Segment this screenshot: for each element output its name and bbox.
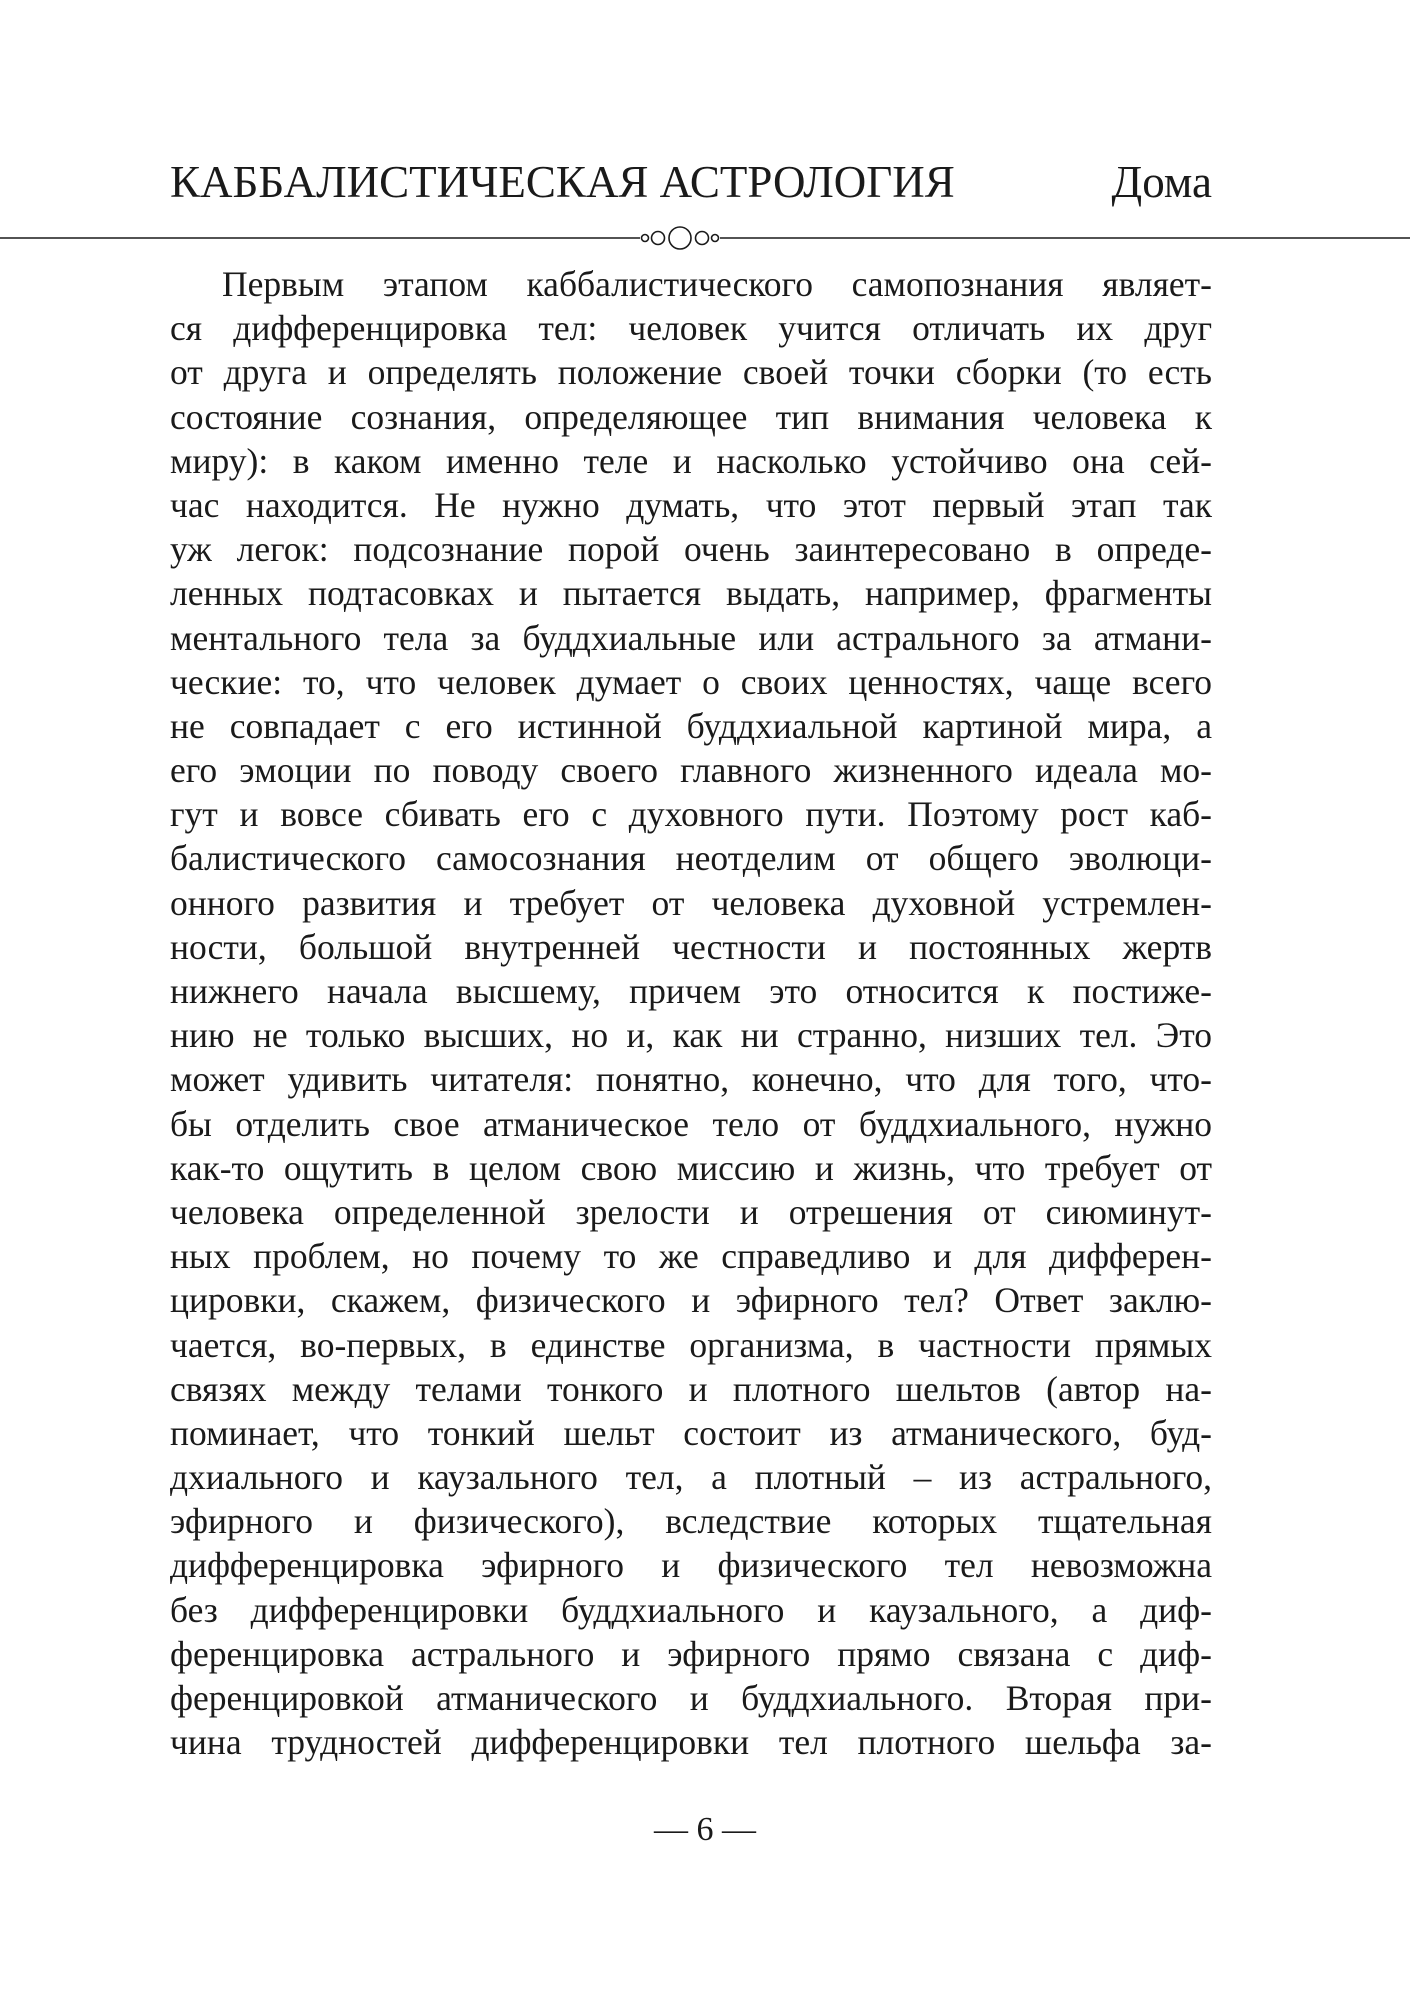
ornament-dot — [642, 235, 649, 242]
text-line: поминает, что тонкий шельт состоит из атманического, буд- — [170, 1412, 1212, 1453]
text-line: ческие: то, что человек думает о своих ценностях, чаще всего — [170, 661, 1212, 702]
text-line: состояние сознания, определяющее тип внимания человека к — [170, 396, 1212, 437]
text-line: без дифференцировки буддхиального и каузального, а диф- — [170, 1589, 1212, 1630]
ornament-circle-center — [669, 227, 691, 249]
text-line: миру): в каком именно теле и насколько устойчиво она сей- — [170, 440, 1212, 481]
text-line: балистического самосознания неотделим от общего эволюци- — [170, 838, 1212, 879]
text-line: ференцировкой атманического и буддхиального. Вторая при- — [170, 1678, 1212, 1718]
text-line: может удивить читателя: понятно, конечно, что для того, что- — [170, 1059, 1212, 1100]
ornament-circle — [652, 232, 665, 245]
text-line: как-то ощутить в целом свою миссию и жизнь, что требует от — [170, 1147, 1212, 1188]
text-line: не совпадает с его истинной буддхиальной картиной мира, а — [170, 705, 1212, 746]
text-line: Первым этапом каббалистического самопознания являет- — [222, 264, 1212, 304]
text-line: нию не только высших, но и, как ни странно, низших тел. Это — [170, 1015, 1212, 1056]
ornament-dot — [712, 235, 719, 242]
text-line: цировки, скажем, физического и эфирного тел? Ответ заклю- — [170, 1280, 1212, 1321]
text-line: его эмоции по поводу своего главного жизненного идеала мо- — [170, 750, 1212, 791]
text-line: ных проблем, но почему то же справедливо и для дифферен- — [170, 1236, 1212, 1277]
running-head — [170, 152, 1212, 212]
text-line: от друга и определять положение своей точки сборки (то есть — [170, 352, 1212, 393]
text-line: нижнего начала высшему, причем это относится к постиже- — [170, 971, 1212, 1011]
text-line: дифференцировка эфирного и физического тел невозможна — [170, 1545, 1212, 1586]
text-line: ференцировка астрального и эфирного прямо связана с диф- — [170, 1633, 1212, 1674]
text-line: дхиального и каузального тел, а плотный – из астрального, — [170, 1457, 1212, 1498]
text-line: ментального тела за буддхиальные или астрального за атмани- — [170, 617, 1212, 658]
book-title: КАББАЛИСТИЧЕСКАЯ АСТРОЛОГИЯ — [170, 157, 955, 207]
body-paragraph — [170, 262, 1212, 1764]
section-title: Дома — [1111, 157, 1212, 207]
text-line: эфирного и физического), вследствие которых тщательная — [170, 1501, 1212, 1542]
text-line: чина трудностей дифференцировки тел плотного шельфа за- — [170, 1722, 1212, 1763]
ornament-circle — [696, 232, 709, 245]
text-line: уж легок: подсознание порой очень заинтересовано в опреде- — [170, 529, 1212, 570]
text-line: онного развития и требует от человека духовной устремлен- — [170, 882, 1212, 923]
text-line: гут и вовсе сбивать его с духовного пути. Поэтому рост каб- — [170, 794, 1212, 835]
header-ornament-rule — [0, 222, 1410, 254]
text-line: ности, большой внутренней честности и постоянных жертв — [170, 926, 1212, 967]
text-line: человека определенной зрелости и отрешения от сиюминут- — [170, 1191, 1212, 1232]
text-line: час находится. Не нужно думать, что этот первый этап так — [170, 484, 1212, 525]
text-line: связях между телами тонкого и плотного шельтов (автор на- — [170, 1368, 1212, 1409]
page-number: — 6 — — [654, 1811, 756, 1848]
text-line: чается, во-первых, в единстве организма, в частности прямых — [170, 1324, 1212, 1365]
text-line: ся дифференцировка тел: человек учится отличать их друг — [170, 308, 1212, 349]
text-line: ленных подтасовках и пытается выдать, например, фрагменты — [170, 573, 1212, 614]
text-line: бы отделить свое атманическое тело от буддхиального, нужно — [170, 1103, 1212, 1144]
